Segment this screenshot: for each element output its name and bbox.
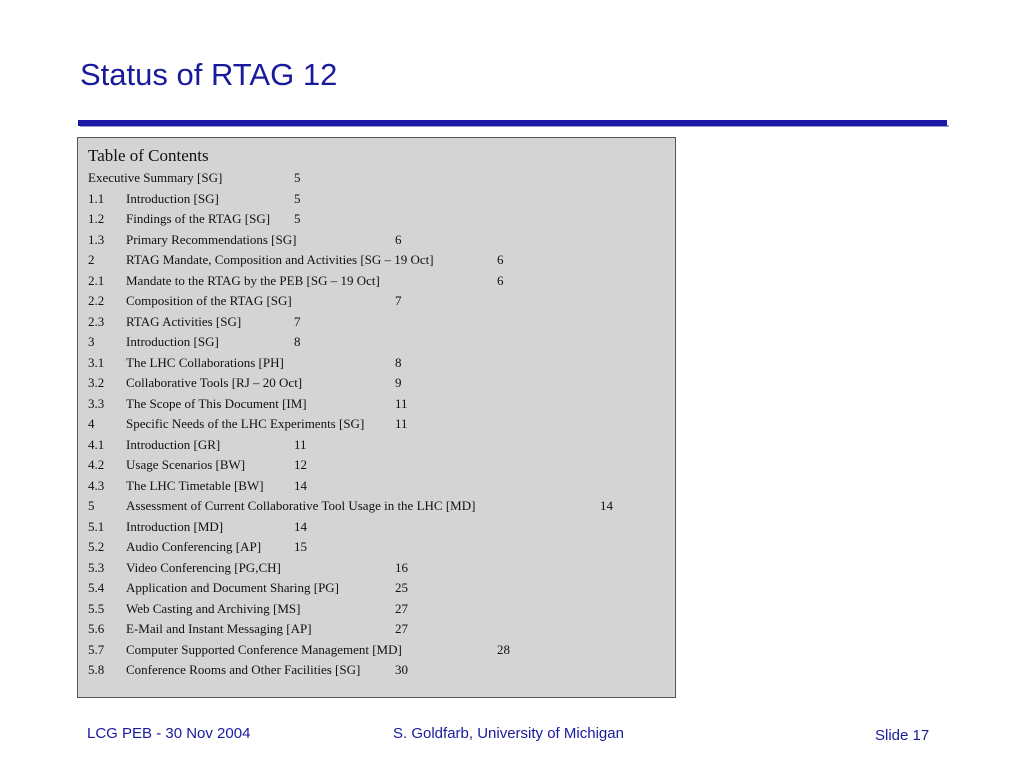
toc-entry-number: 3.1 [88, 354, 105, 370]
toc-entry-title: Web Casting and Archiving [MS] [126, 600, 301, 616]
toc-entry-number: 2 [88, 252, 95, 267]
toc-entry [88, 476, 668, 496]
toc-entry-number: 5.3 [88, 559, 105, 575]
toc-entry-page: 12 [294, 457, 307, 472]
toc-entry-page: 14 [294, 477, 307, 493]
toc-entry-page: 5 [294, 211, 301, 226]
toc-entry [88, 599, 668, 619]
slide-title: Status of RTAG 12 [80, 57, 338, 92]
toc-entry [88, 537, 668, 557]
toc-entry [88, 271, 668, 291]
toc-entry-title: RTAG Activities [SG] [126, 313, 242, 329]
toc-entry-title: Computer Supported Conference Management [MD] [126, 641, 402, 657]
toc-entry-title: Introduction [GR] [126, 436, 221, 452]
toc-entry-page: 6 [497, 272, 504, 288]
toc-entry [88, 394, 668, 414]
toc-entry-page: 5 [294, 170, 301, 185]
toc-entry [88, 640, 668, 660]
title-rule [78, 120, 947, 126]
toc-entry-number: 3.3 [88, 395, 105, 411]
toc-entry [88, 291, 668, 311]
toc-entry [88, 435, 668, 455]
toc-entry-page: 7 [395, 293, 402, 308]
toc-entry-page: 27 [395, 621, 408, 636]
toc-entry-title: Application and Document Sharing [PG] [126, 580, 340, 595]
toc-entry-number: 2.3 [88, 313, 105, 329]
toc-entry [88, 414, 668, 434]
toc-entry-title: E-Mail and Instant Messaging [AP] [126, 621, 312, 636]
toc-entry [88, 230, 668, 250]
toc-entry-page: 16 [395, 559, 408, 575]
toc-entry-title: Video Conferencing [PG,CH] [126, 559, 281, 575]
toc-entry-title: Introduction [SG] [126, 190, 219, 206]
toc-entry-title: The Scope of This Document [IM] [126, 395, 307, 411]
toc-entry [88, 312, 668, 332]
toc-entry-page: 14 [294, 518, 307, 534]
toc-entry-title: Introduction [SG] [126, 334, 219, 349]
toc-entry-number: 3.2 [88, 375, 105, 390]
toc-entry-number: 5.5 [88, 600, 105, 616]
toc-entry [88, 168, 668, 188]
toc-entry-number: 2.2 [88, 293, 105, 308]
toc-entry-page: 6 [497, 252, 504, 267]
toc-entry-page: 8 [294, 334, 301, 349]
toc-entry-number: 5 [88, 498, 95, 513]
toc-entry-title: Findings of the RTAG [SG] [126, 211, 271, 226]
toc-entry-title: The LHC Timetable [BW] [126, 477, 264, 493]
toc-entry [88, 558, 668, 578]
toc-heading: Table of Contents [88, 146, 209, 165]
toc-entry [88, 250, 668, 270]
toc-entry-title: Primary Recommendations [SG] [126, 231, 297, 247]
toc-entry-number: 4 [88, 416, 95, 431]
toc-entry-page: 8 [395, 354, 402, 370]
toc-entry-title: Collaborative Tools [RJ – 20 Oct] [126, 375, 303, 390]
toc-entry [88, 353, 668, 373]
toc-entry [88, 619, 668, 639]
toc-entry-page: 7 [294, 313, 301, 329]
footer-left: LCG PEB - 30 Nov 2004 [87, 725, 251, 742]
toc-entry-number: 5.2 [88, 539, 105, 554]
toc-entry-number: 4.3 [88, 477, 105, 493]
toc-entry [88, 578, 668, 598]
toc-entry-page: 11 [294, 436, 307, 452]
toc-entry-title: The LHC Collaborations [PH] [126, 354, 284, 370]
toc-entry-page: 28 [497, 641, 510, 657]
toc-entry [88, 189, 668, 209]
toc-entry-title: Executive Summary [SG] [88, 170, 223, 185]
toc-entry-number: 5.8 [88, 662, 105, 677]
toc-entry-number: 1.3 [88, 231, 105, 247]
toc-entry-title: RTAG Mandate, Composition and Activities [SG – 19 Oct] [126, 252, 434, 267]
toc-entry [88, 209, 668, 229]
toc-entry-page: 9 [395, 375, 402, 390]
toc-entry [88, 496, 668, 516]
toc-entry-number: 4.1 [88, 436, 105, 452]
toc-entry-title: Introduction [MD] [126, 518, 224, 534]
toc-entry-number: 5.6 [88, 621, 105, 636]
toc-entry-title: Specific Needs of the LHC Experiments [SG] [126, 416, 365, 431]
toc-entry-page: 5 [294, 190, 301, 206]
toc-entry-number: 5.1 [88, 518, 105, 534]
table-of-contents-box [77, 137, 676, 698]
toc-entry-page: 11 [395, 416, 408, 431]
footer-slide-number: Slide 17 [875, 727, 930, 744]
toc-entry [88, 660, 668, 680]
toc-entry-title: Conference Rooms and Other Facilities [SG] [126, 662, 361, 677]
toc-entry-title: Usage Scenarios [BW] [126, 457, 246, 472]
toc-entry-number: 2.1 [88, 272, 105, 288]
footer-center: S. Goldfarb, University of Michigan [393, 725, 624, 742]
toc-entry [88, 373, 668, 393]
toc-entry-page: 27 [395, 600, 408, 616]
toc-entry-number: 1.2 [88, 211, 105, 226]
toc-entry-title: Audio Conferencing [AP] [126, 539, 262, 554]
toc-entry-page: 15 [294, 539, 307, 554]
toc-entry-title: Mandate to the RTAG by the PEB [SG – 19 Oct] [126, 272, 380, 288]
toc-entry [88, 332, 668, 352]
toc-entry-page: 30 [395, 662, 408, 677]
toc-entry-number: 5.4 [88, 580, 105, 595]
toc-entry-number: 5.7 [88, 641, 105, 657]
toc-entry-number: 1.1 [88, 190, 105, 206]
toc-entry-title: Assessment of Current Collaborative Tool Usage in the LHC [MD] [126, 498, 476, 513]
toc-entry-number: 3 [88, 334, 95, 349]
toc-entry-page: 25 [395, 580, 408, 595]
toc-entry-page: 11 [395, 395, 408, 411]
toc-entry-title: Composition of the RTAG [SG] [126, 293, 292, 308]
toc-entry-page: 14 [600, 498, 613, 513]
toc-entry [88, 517, 668, 537]
toc-entry-number: 4.2 [88, 457, 105, 472]
toc-entry [88, 455, 668, 475]
toc-entry-page: 6 [395, 231, 402, 247]
